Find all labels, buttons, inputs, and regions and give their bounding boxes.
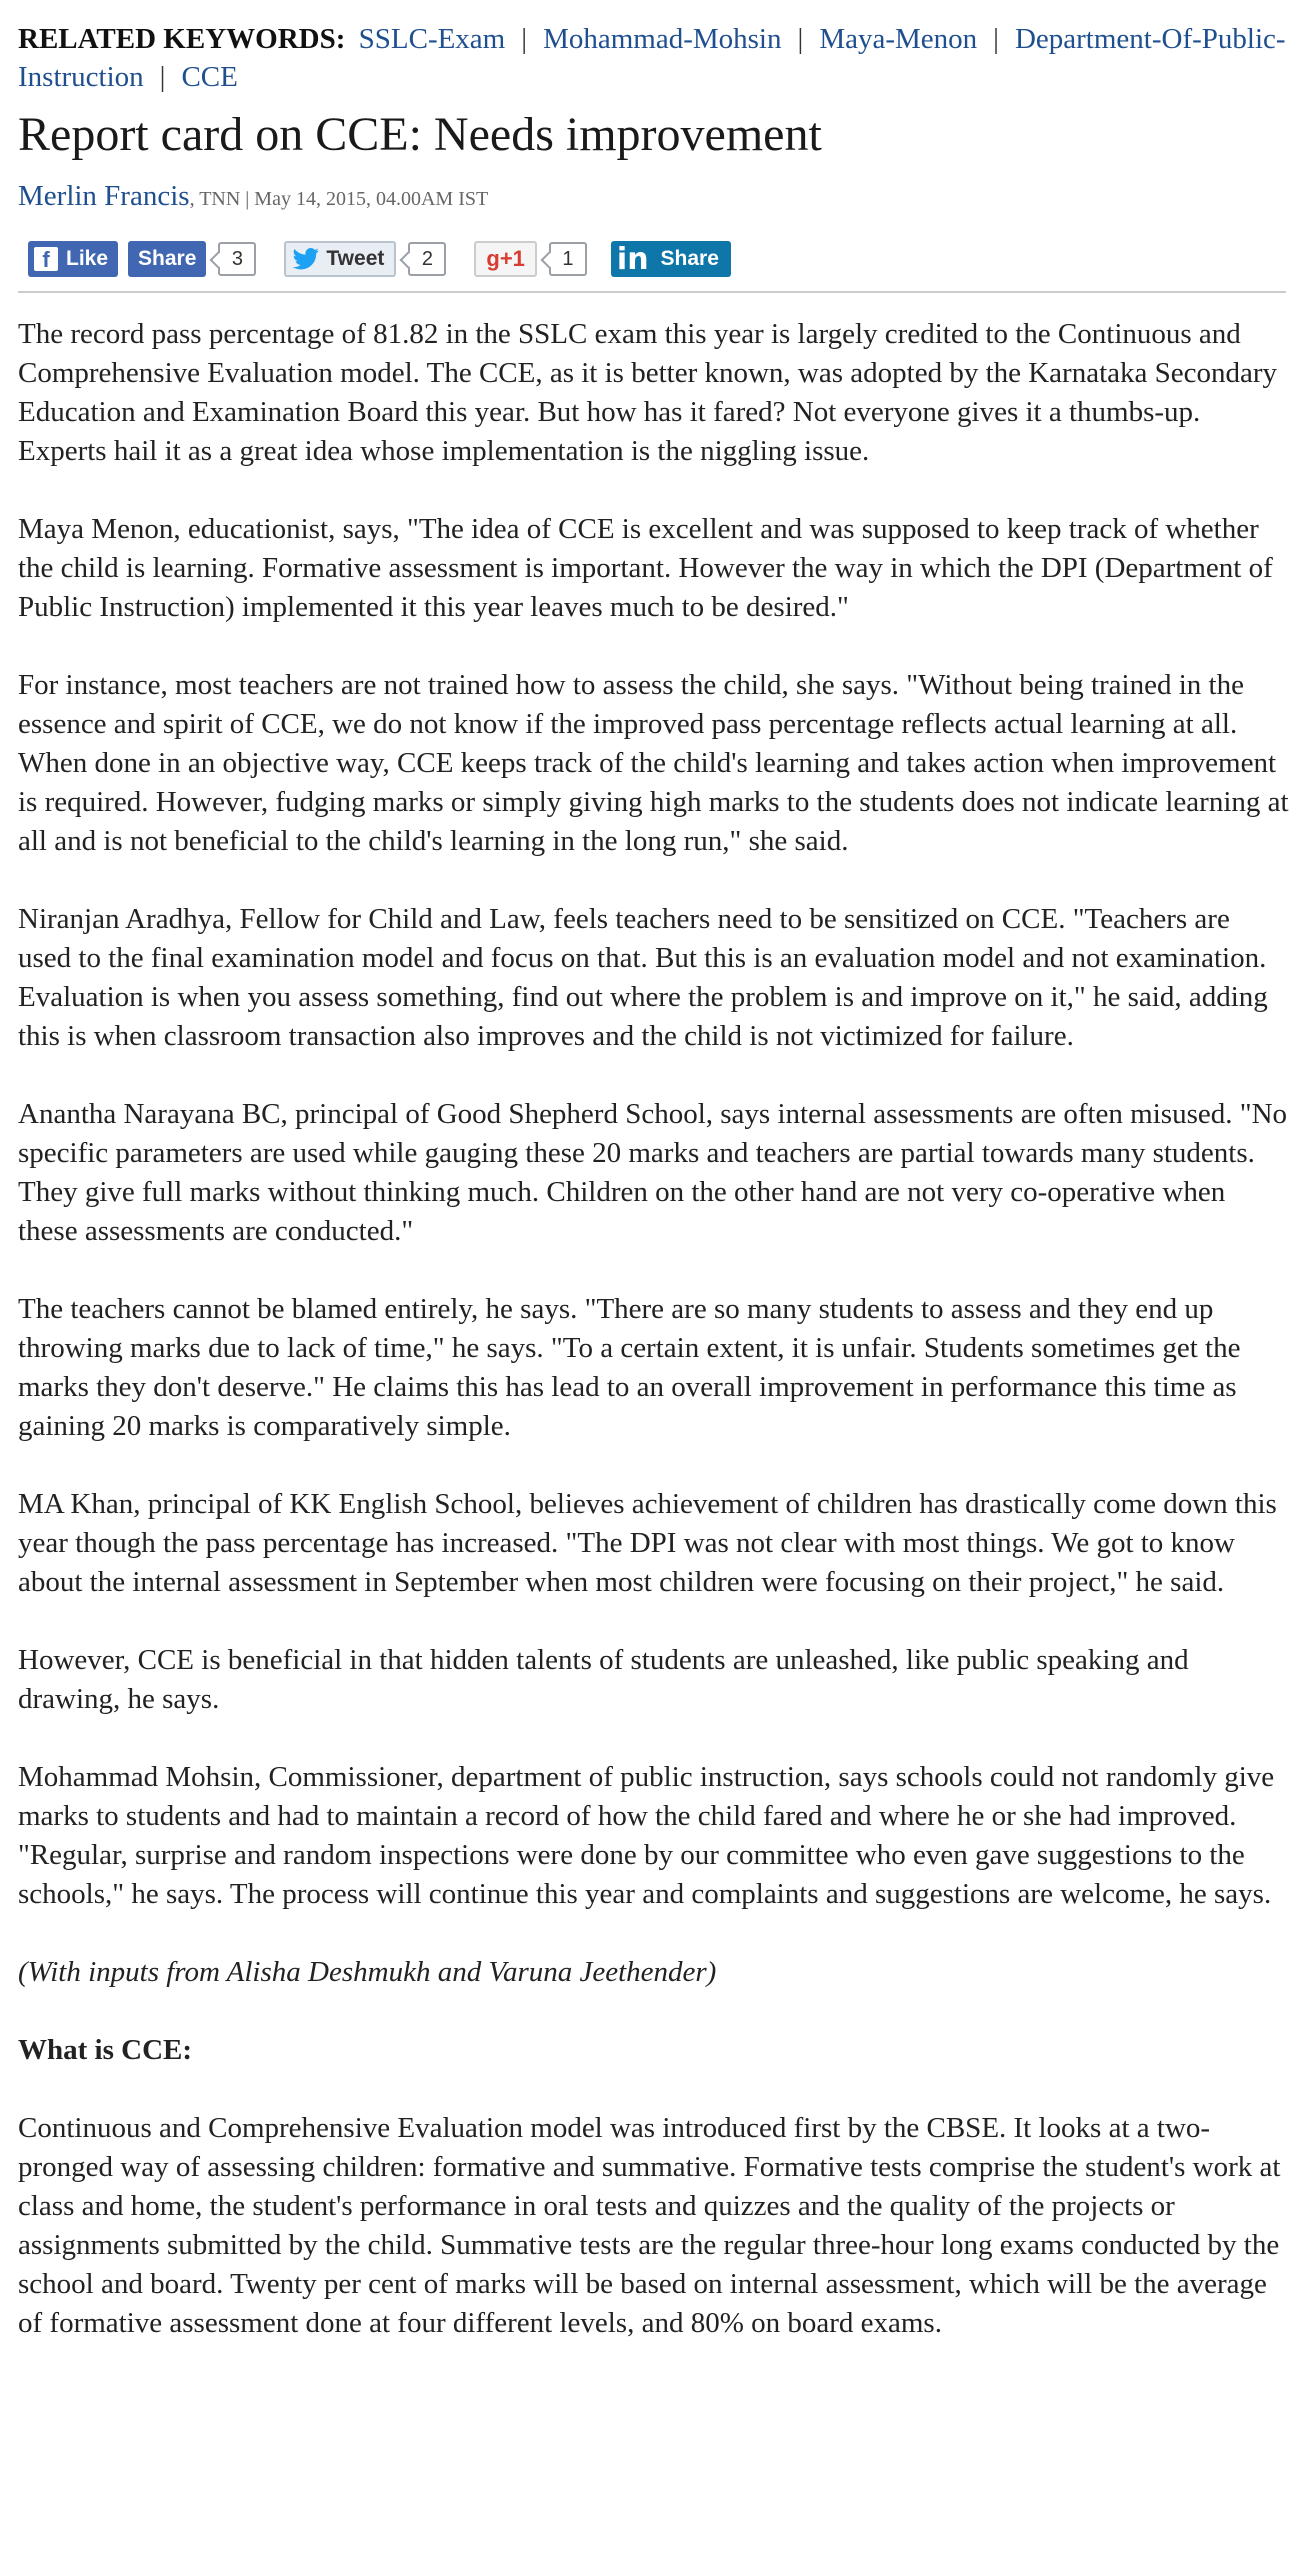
keyword-separator: | (797, 23, 804, 55)
tweet-label: Tweet (326, 247, 385, 270)
facebook-share-count: 3 (218, 242, 256, 276)
byline (18, 178, 1290, 217)
linkedin-share-button[interactable] (611, 241, 731, 277)
article-body (18, 315, 1290, 2343)
twitter-bird-icon (292, 248, 320, 270)
social-share-bar (18, 241, 1286, 293)
keyword-separator: | (521, 23, 528, 55)
keyword-separator: | (993, 23, 999, 55)
article-paragraph: Maya Menon, educationist, says, "The idea of CCE is excellent and was supposed to keep track of whether the child is learning. Formative assessment is important. However the way in which the DPI (Department of Public Instruction) implemented it this year leaves much to be desired." (18, 513, 1273, 623)
facebook-share-button[interactable]: Share (128, 241, 206, 277)
facebook-icon: f (34, 247, 58, 271)
keyword-link-maya-menon[interactable]: Maya-Menon (819, 23, 978, 55)
google-plus-count: 1 (549, 242, 587, 276)
related-keywords (18, 20, 1290, 96)
keywords-label: RELATED KEYWORDS: (18, 23, 346, 55)
article-credit: (With inputs from Alisha Deshmukh and Varuna Jeethender) (18, 1956, 717, 1988)
article-paragraph: Anantha Narayana BC, principal of Good Shepherd School, says internal assessments are often misused. "No specific parameters are used while gauging these 20 marks and teachers are partial towards many students. They give full marks without thinking much. Children on the other hand are not very co-operative when these assessments are conducted." (18, 1098, 1288, 1247)
explainer-paragraph: Continuous and Comprehensive Evaluation model was introduced first by the CBSE. It looks at a two-pronged way of assessing children: formative and summative. Formative tests comprise the student's work at class and home, the student's performance in oral tests and quizzes and the quality of the projects or assignments submitted by the child. Summative tests are the regular three-hour long exams conducted by the school and board. Twenty per cent of marks will be based on internal assessment, which will be the average of formative assessment done at four different levels, and 80% on board exams. (18, 2112, 1281, 2339)
keyword-link-department-of-public-instruction[interactable]: Department-Of-Public-Instruction (18, 23, 1286, 93)
byline-meta: , TNN | May 14, 2015, 04.00AM IST (189, 188, 489, 210)
article-paragraph: Niranjan Aradhya, Fellow for Child and Law, feels teachers need to be sensitized on CCE. "Teachers are used to the final examination model and focus on that. But this is an evaluation model and not examination. Evaluation is when you assess something, find out where the problem is and improve on it," he said, adding this is when classroom transaction also improves and the child is not victimized for failure. (18, 903, 1268, 1052)
article-paragraph: The record pass percentage of 81.82 in the SSLC exam this year is largely credited to the Continuous and Comprehensive Evaluation model. The CCE, as it is better known, was adopted by the Karnataka Secondary Education and Examination Board this year. But how has it fared? Not everyone gives it a thumbs-up. Experts hail it as a great idea whose implementation is the niggling issue. (18, 318, 1278, 467)
article-paragraph: For instance, most teachers are not trained how to assess the child, she says. "Without being trained in the essence and spirit of CCE, we do not know if the improved pass percentage reflects actual learning at all. When done in an objective way, CCE keeps track of the child's learning and takes action when improvement is required. However, fudging marks or simply giving high marks to the students does not indicate learning at all and is not beneficial to the child's learning in the long run," she said. (18, 669, 1289, 857)
keyword-link-sslc-exam[interactable]: SSLC-Exam (358, 23, 506, 55)
article-paragraph: Mohammad Mohsin, Commissioner, department of public instruction, says schools could not randomly give marks to students and had to maintain a record of how the child fared and where he or she had improved. "Regular, surprise and random inspections were done by our committee who even gave suggestions to the schools," he says. The process will continue this year and complaints and suggestions are welcome, he says. (18, 1761, 1275, 1910)
article-paragraph: However, CCE is beneficial in that hidden talents of students are unleashed, like public speaking and drawing, he says. (18, 1644, 1189, 1715)
google-plus-one-button[interactable]: g+1 (474, 241, 537, 277)
linkedin-share-label: Share (660, 247, 719, 270)
tweet-count: 2 (408, 242, 446, 276)
article-paragraph: The teachers cannot be blamed entirely, he says. "There are so many students to assess and they end up throwing marks due to lack of time," he says. "To a certain extent, it is unfair. Students sometimes get the marks they don't deserve." He claims this has lead to an overall improvement in performance this time as gaining 20 marks is comparatively simple. (18, 1293, 1241, 1442)
keyword-link-mohammad-mohsin[interactable]: Mohammad-Mohsin (543, 23, 782, 55)
tweet-button[interactable] (284, 241, 396, 277)
explainer-heading: What is CCE: (18, 2034, 193, 2066)
linkedin-icon: in (616, 241, 649, 277)
author-link[interactable]: Merlin Francis (18, 180, 190, 212)
facebook-like-button[interactable] (28, 241, 118, 277)
facebook-like-label: Like (66, 247, 109, 270)
article-paragraph: MA Khan, principal of KK English School, believes achievement of children has drastically come down this year though the pass percentage has increased. "The DPI was not clear with most things. We got to know about the internal assessment in September when most children were focusing on their project," he said. (18, 1488, 1277, 1598)
page-title: Report card on CCE: Needs improvement (18, 108, 822, 161)
keyword-separator: | (159, 61, 166, 93)
keyword-link-cce[interactable]: CCE (181, 61, 238, 93)
